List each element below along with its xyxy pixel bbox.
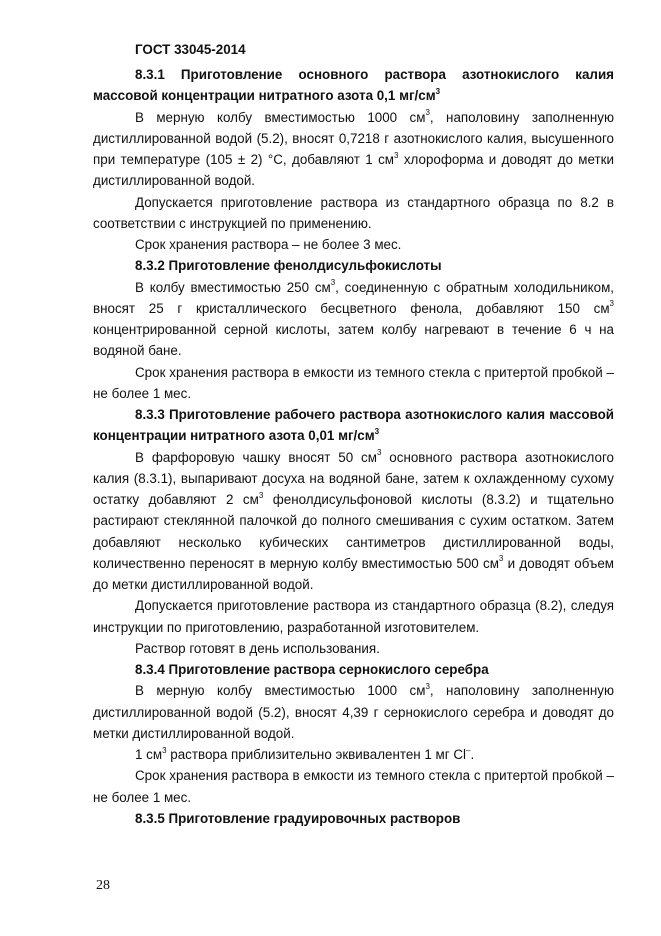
page-number: 28 bbox=[96, 878, 110, 893]
section-8-3-3-paragraph-2: Допускается приготовление раствора из стандартного образца (8.2), следуя инструкции по приготовлению, разработанной изготовителем. bbox=[93, 598, 614, 635]
section-8-3-2-paragraph-2: Срок хранения раствора в емкости из темного стекла с притертой пробкой – не более 1 мес. bbox=[93, 364, 614, 401]
document-body bbox=[93, 64, 614, 829]
section-8-3-4-heading: 8.3.4 Приготовление раствора сернокислого серебра bbox=[135, 662, 489, 677]
section-8-3-2-paragraph-1: В колбу вместимостью 250 $см^3$, соединенную с обратным холодильником, вносят 25 г кристаллического бесцветного фенола, добавляют 150 $см^3$ концентрированной серной кислоты, затем колбу нагревают в течение 6 ч на водяной бане. bbox=[93, 278, 614, 359]
document-header: ГОСТ 33045-2014 bbox=[135, 42, 246, 57]
section-8-3-2-heading: 8.3.2 Приготовление фенолдисульфокислоты bbox=[135, 258, 442, 274]
section-8-3-5-heading: 8.3.5 Приготовление градуировочных растворов bbox=[135, 810, 461, 826]
section-8-3-1-paragraph-2: Допускается приготовление раствора из стандартного образца по 8.2 в соответствии с инструкцией по применению. bbox=[93, 194, 614, 231]
section-8-3-4-paragraph-3: Срок хранения раствора в емкости из темного стекла с притертой пробкой – не более 1 мес. bbox=[93, 768, 614, 805]
section-8-3-4-paragraph-1: В мерную колбу вместимостью 1000 $см^3$, наполовину заполненную дистиллированной водой (5.2), вносят 4,39 г сернокислого серебра и доводят до метки дистиллированной водой. bbox=[93, 681, 614, 741]
section-8-3-4-paragraph-2: 1 $см^3$ раствора приблизительно эквивалентен 1 мг Cl–. bbox=[135, 745, 475, 762]
section-8-3-1-paragraph-1: В мерную колбу вместимостью 1000 $см^3$, наполовину заполненную дистиллированной водой (5.2), вносят 0,7218 г азотнокислого калия, высушенного при температуре (105 ± 2) °С, добавляют 1 $см^3$ хлороформа и доводят до метки дистиллированной водой. bbox=[93, 108, 614, 189]
section-8-3-3-heading: 8.3.3 Приготовление рабочего раствора азотнокислого калия массовой концентрации нитратного азота 0,01 $мг/см^3$ bbox=[93, 407, 614, 444]
section-8-3-3-paragraph-3: Раствор готовят в день использования. bbox=[135, 640, 380, 656]
section-8-3-1-heading: 8.3.1 Приготовление основного раствора азотнокислого калия массовой концентрации нитратного азота 0,1 $мг/см^3$ bbox=[93, 67, 614, 104]
section-8-3-3-paragraph-1: В фарфоровую чашку вносят 50 $см^3$ основного раствора азотнокислого калия (8.3.1), выпаривают досуха на водяной бане, затем к охлажденному сухому остатку добавляют 2 $см^3$ фенолдисульфоновой кислоты (8.3.2) и тщательно растирают стеклянной палочкой до полного смешивания с сухим остатком. Затем добавляют несколько кубических сантиметров дистиллированной воды, количественно переносят в мерную колбу вместимостью 500 $см^3$ и доводят объем до метки дистиллированной водой. bbox=[93, 448, 615, 592]
section-8-3-1-paragraph-3: Срок хранения раствора – не более 3 мес. bbox=[135, 237, 402, 252]
